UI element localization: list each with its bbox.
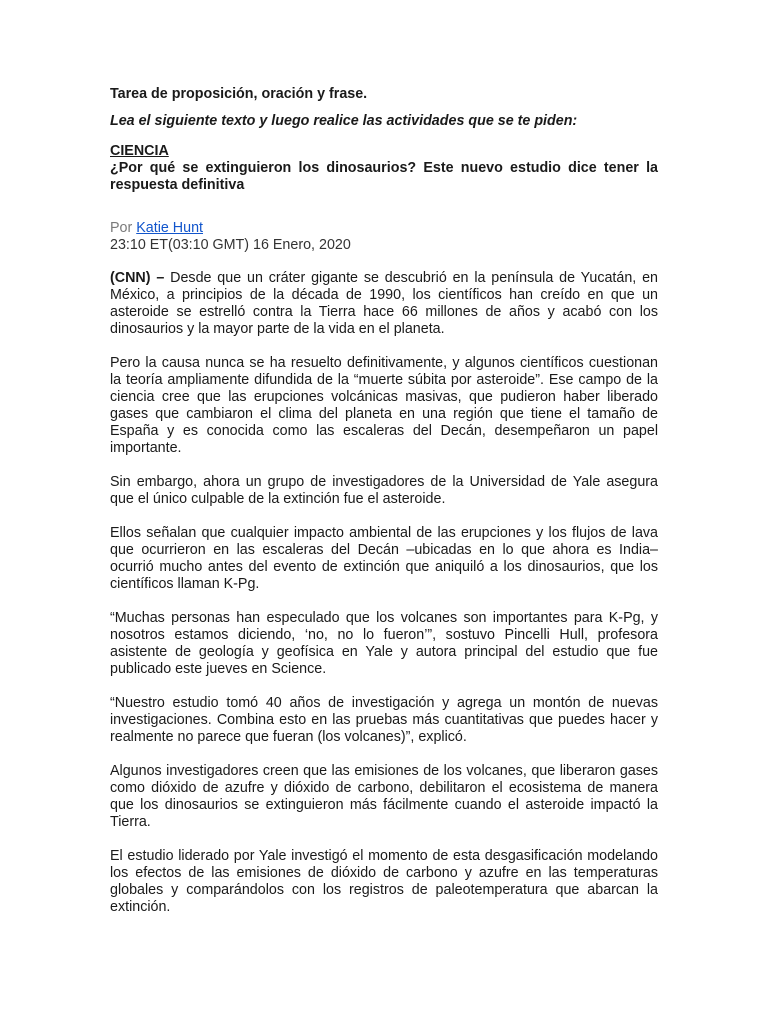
- section-label: CIENCIA: [110, 143, 169, 159]
- paragraph-8: El estudio liderado por Yale investigó el momento de esta desgasificación modelando los efectos de las emisiones de dióxido de carbono y azufre en las temperaturas globales y comparándolos con los registros de paleotemperatura que abarcan la extinción.: [110, 848, 658, 915]
- paragraph-7: Algunos investigadores creen que las emisiones de los volcanes, que liberaron gases como dióxido de azufre y dióxido de carbono, debilitaron el ecosistema de manera que los dinosaurios se extinguieron más fácilmente cuando el asteroide impactó la Tierra.: [110, 763, 658, 830]
- paragraph-2: Pero la causa nunca se ha resuelto definitivamente, y algunos científicos cuestionan la teoría ampliamente difundida de la “muerte súbita por asteroide”. Ese campo de la ciencia cree que las erupciones volcánicas masivas, que pudieron haber liberado gases que cambiaron el clima del planeta en una región que tiene el tamaño de España y es conocida como las escaleras del Decán, desempeñaron un papel importante.: [110, 355, 658, 456]
- paragraph-5: “Muchas personas han especulado que los volcanes son importantes para K-Pg, y nosotros estamos diciendo, ‘no, no lo fueron’”, sostuvo Pincelli Hull, profesora asistente de geología y geofísica en Yale y autora principal del estudio que fue publicado este jueves en Science.: [110, 610, 658, 677]
- byline: [110, 220, 658, 237]
- author-link[interactable]: Katie Hunt: [136, 220, 203, 236]
- paragraph-6: “Nuestro estudio tomó 40 años de investigación y agrega un montón de nuevas investigaciones. Combina esto en las pruebas más cuantitativas que puedes hacer y realmente no parece que fueran (los volcanes)”, explicó.: [110, 695, 658, 745]
- paragraph-1: [110, 270, 658, 338]
- paragraph-3: Sin embargo, ahora un grupo de investigadores de la Universidad de Yale asegura que el único culpable de la extinción fue el asteroide.: [110, 474, 658, 507]
- headline: ¿Por qué se extinguieron los dinosaurios? Este nuevo estudio dice tener la respuesta definitiva: [110, 160, 658, 193]
- task-title: Tarea de proposición, oración y frase.: [110, 86, 368, 102]
- dateline: 23:10 ET(03:10 GMT) 16 Enero, 2020: [110, 237, 351, 253]
- paragraph-4: Ellos señalan que cualquier impacto ambiental de las erupciones y los flujos de lava que ocurrieron en las escaleras del Decán –ubicadas en lo que ahora es India– ocurrió mucho antes del evento de extinción que aniquiló a los dinosaurios, que los científicos llaman K-Pg.: [110, 525, 658, 592]
- paragraph-1-text: Desde que un cráter gigante se descubrió en la península de Yucatán, en México, a principios de la década de 1990, los científicos han creído en que un asteroide se estrelló contra la Tierra hace 66 millones de años y acabó con los dinosaurios y la mayor parte de la vida en el planeta.: [110, 270, 659, 337]
- lead-label: (CNN) –: [110, 270, 165, 286]
- instruction: Lea el siguiente texto y luego realice las actividades que se te piden:: [110, 113, 578, 129]
- byline-prefix: Por: [110, 220, 133, 236]
